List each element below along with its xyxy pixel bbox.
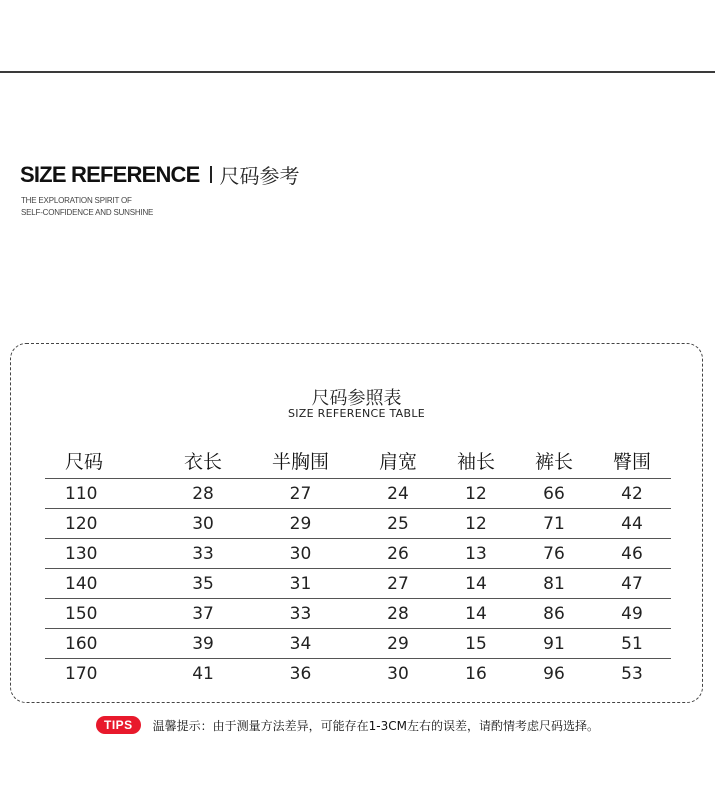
heading-title-cn: 尺码参考 xyxy=(219,164,300,188)
table-cell: 120 xyxy=(45,509,164,539)
heading-separator xyxy=(210,166,212,183)
table-cell: 140 xyxy=(45,569,164,599)
table-cell: 49 xyxy=(593,599,671,629)
column-header-hip: 臀围 xyxy=(612,451,651,473)
table-cell: 28 xyxy=(164,479,242,509)
table-cell: 44 xyxy=(593,509,671,539)
table-cell: 66 xyxy=(515,479,593,509)
table-cell: 53 xyxy=(593,659,671,689)
table-cell: 31 xyxy=(242,569,359,599)
column-header-length: 衣长 xyxy=(184,451,223,473)
table-row xyxy=(45,659,671,689)
table-cell: 33 xyxy=(164,539,242,569)
table-cell: 12 xyxy=(437,509,515,539)
table-cell: 47 xyxy=(593,569,671,599)
column-header-pants-length: 裤长 xyxy=(534,451,573,473)
table-cell: 41 xyxy=(164,659,242,689)
table-cell: 110 xyxy=(45,479,164,509)
subtitle-line-1: THE EXPLORATION SPIRIT OF xyxy=(21,196,132,205)
table-cell: 29 xyxy=(359,629,437,659)
table-cell: 14 xyxy=(437,599,515,629)
table-row xyxy=(45,509,671,539)
table-cell: 26 xyxy=(359,539,437,569)
column-header-size: 尺码 xyxy=(65,451,104,473)
table-cell: 160 xyxy=(45,629,164,659)
table-header-row xyxy=(45,443,671,479)
table-row xyxy=(45,569,671,599)
table-cell: 28 xyxy=(359,599,437,629)
table-title-cn: 尺码参照表 xyxy=(311,388,402,409)
table-cell: 51 xyxy=(593,629,671,659)
heading-subtitle xyxy=(21,195,153,219)
table-cell: 71 xyxy=(515,509,593,539)
table-cell: 86 xyxy=(515,599,593,629)
table-cell: 36 xyxy=(242,659,359,689)
table-cell: 12 xyxy=(437,479,515,509)
table-row xyxy=(45,599,671,629)
column-header-shoulder: 肩宽 xyxy=(378,451,417,473)
table-cell: 150 xyxy=(45,599,164,629)
table-cell: 24 xyxy=(359,479,437,509)
table-cell: 46 xyxy=(593,539,671,569)
table-row xyxy=(45,479,671,509)
table-title-en: SIZE REFERENCE TABLE xyxy=(287,407,426,420)
table-cell: 33 xyxy=(242,599,359,629)
table-cell: 96 xyxy=(515,659,593,689)
subtitle-line-2: SELF-CONFIDENCE AND SUNSHINE xyxy=(21,208,154,217)
top-divider xyxy=(0,71,715,73)
table-cell: 14 xyxy=(437,569,515,599)
table-cell: 76 xyxy=(515,539,593,569)
column-header-half-chest: 半胸围 xyxy=(271,451,329,473)
table-cell: 35 xyxy=(164,569,242,599)
table-cell: 29 xyxy=(242,509,359,539)
heading-title-en: SIZE REFERENCE xyxy=(20,161,200,187)
tips-note xyxy=(96,716,599,734)
table-cell: 30 xyxy=(359,659,437,689)
table-cell: 30 xyxy=(242,539,359,569)
table-cell: 81 xyxy=(515,569,593,599)
size-table xyxy=(45,443,671,688)
table-row xyxy=(45,629,671,659)
table-cell: 25 xyxy=(359,509,437,539)
table-cell: 170 xyxy=(45,659,164,689)
table-cell: 37 xyxy=(164,599,242,629)
table-cell: 34 xyxy=(242,629,359,659)
column-header-sleeve: 袖长 xyxy=(456,451,495,473)
tips-badge: TIPS xyxy=(96,716,141,734)
table-cell: 91 xyxy=(515,629,593,659)
tips-text: 温馨提示：由于测量方法差异，可能存在1-3CM左右的误差，请酌情考虑尺码选择。 xyxy=(152,718,600,733)
table-cell: 16 xyxy=(437,659,515,689)
table-row xyxy=(45,539,671,569)
table-cell: 13 xyxy=(437,539,515,569)
table-cell: 27 xyxy=(359,569,437,599)
table-cell: 15 xyxy=(437,629,515,659)
table-cell: 42 xyxy=(593,479,671,509)
table-cell: 130 xyxy=(45,539,164,569)
table-cell: 39 xyxy=(164,629,242,659)
size-table-card xyxy=(10,343,703,703)
table-cell: 30 xyxy=(164,509,242,539)
page-heading xyxy=(20,160,300,189)
table-cell: 27 xyxy=(242,479,359,509)
